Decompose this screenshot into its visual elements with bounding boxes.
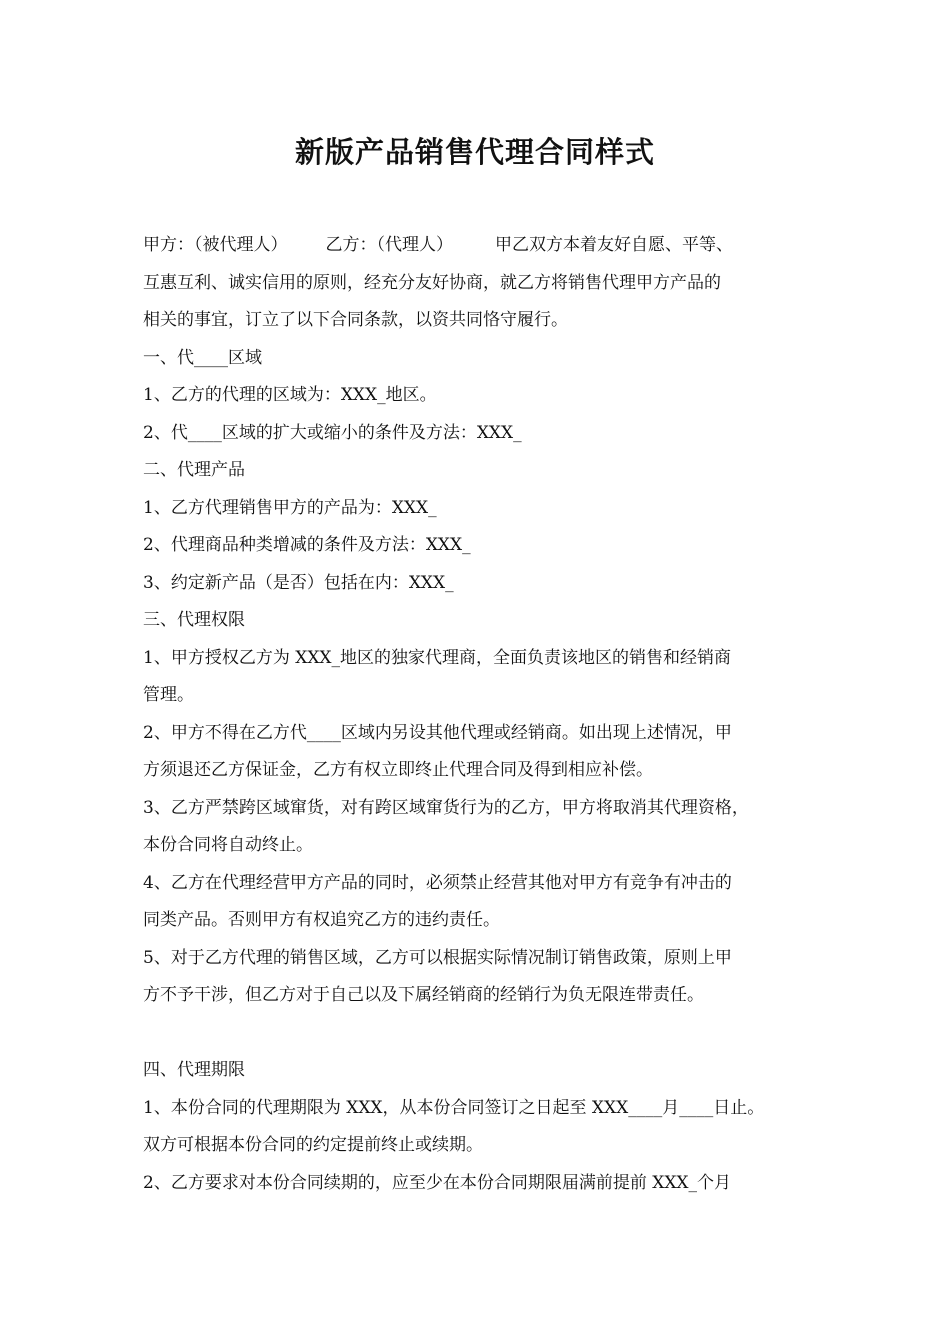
clause-line: 5、对于乙方代理的销售区域，乙方可以根据实际情况制订销售政策，原则上甲 (143, 947, 732, 968)
clause-line: 4、乙方在代理经营甲方产品的同时，必须禁止经营其他对甲方有竞争有冲击的 (143, 872, 732, 893)
section-heading-products: 二、代理产品 (143, 460, 245, 480)
intro-line-1 (143, 227, 833, 265)
document-body (143, 227, 833, 1202)
section-heading-term: 四、代理期限 (143, 1060, 245, 1080)
document-title: 新版产品销售代理合同样式 (294, 135, 655, 169)
clause-line: 2、甲方不得在乙方代____区域内另设其他代理或经销商。如出现上述情况，甲 (143, 722, 732, 743)
intro-text: 甲乙双方本着友好自愿、平等、 (495, 235, 733, 255)
clause-line: 方不予干涉，但乙方对于自己以及下属经销商的经销行为负无限连带责任。 (143, 985, 704, 1005)
clause-line: 2、代理商品种类增减的条件及方法：XXX_ (143, 535, 471, 555)
clause-line: 同类产品。否则甲方有权追究乙方的违约责任。 (143, 910, 500, 930)
intro-line-3: 相关的事宜，订立了以下合同条款，以资共同恪守履行。 (143, 310, 568, 330)
intro-line-2: 互惠互利、诚实信用的原则，经充分友好协商，就乙方将销售代理甲方产品的 (143, 272, 721, 293)
clause-line: 3、约定新产品（是否）包括在内：XXX_ (143, 572, 454, 593)
clause-line: 1、本份合同的代理期限为 XXX，从本份合同签订之日起至 XXX____月____日止。 (143, 1097, 765, 1118)
party-a-label: 甲方：（被代理人） (143, 235, 288, 255)
clause-line: 2、乙方要求对本份合同续期的，应至少在本份合同期限届满前提前 XXX_个月 (143, 1172, 732, 1193)
paragraph-gap (143, 1015, 833, 1053)
clause-line: 方须退还乙方保证金，乙方有权立即终止代理合同及得到相应补偿。 (143, 760, 653, 780)
clause-line: 2、代____区域的扩大或缩小的条件及方法：XXX_ (143, 422, 522, 443)
clause-line: 1、甲方授权乙方为 XXX_地区的独家代理商，全面负责该地区的销售和经销商 (143, 647, 732, 668)
section-heading-authority: 三、代理权限 (143, 610, 245, 630)
clause-line: 1、乙方代理销售甲方的产品为：XXX_ (143, 497, 437, 518)
clause-line: 管理。 (143, 685, 194, 705)
clause-line: 双方可根据本份合同的约定提前终止或续期。 (143, 1135, 483, 1155)
clause-line: 本份合同将自动终止。 (143, 835, 313, 855)
section-heading-region: 一、代____区域 (143, 347, 262, 368)
clause-line: 1、乙方的代理的区域为：XXX_地区。 (143, 385, 437, 405)
clause-line: 3、乙方严禁跨区域窜货，对有跨区域窜货行为的乙方，甲方将取消其代理资格， (143, 797, 749, 818)
party-b-label: 乙方：（代理人） (325, 235, 453, 255)
